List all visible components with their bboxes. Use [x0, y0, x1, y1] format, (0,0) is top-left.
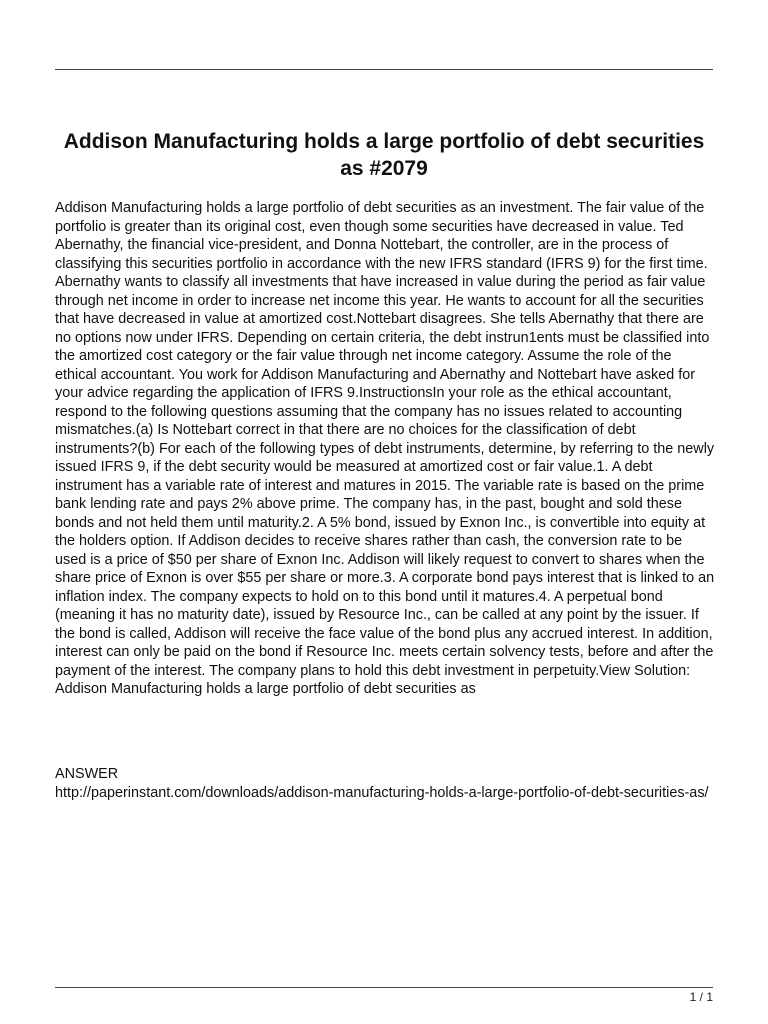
document-title: Addison Manufacturing holds a large portfolio of debt securities as #2079: [63, 130, 705, 180]
body-paragraph: Addison Manufacturing holds a large portfolio of debt securities as an investment. The fair value of the portfolio is greater than its original cost, even though some securities have decreased in value. Ted Abernathy, the financial vice-president, and Donna Nottebart, the controller, are in the process of classifying this securities portfolio in accordance with the new IFRS standard (IFRS 9) for the first time. Abernathy wants to classify all investments that have increased in value during the period as fair value through net income in order to increase net income this year. He wants to account for all the securities that have decreased in value at amortized cost.Nottebart disagrees. She tells Abernathy that there are no options now under IFRS. Depending on certain criteria, the debt instrun1ents must be classified into the amortized cost category or the fair value through net income category. Assume the role of the ethical accountant. You work for Addison Manufacturing and Abernathy and Nottebart have asked for your advice regarding the application of IFRS 9.InstructionsIn your role as the ethical accountant, respond to the following questions assuming that the company has no issues related to accounting mismatches.(a) Is Nottebart correct in that there are no choices for the classification of debt instruments?(b) For each of the following types of debt instruments, determine, by referring to the newly issued IFRS 9, if the debt security would be measured at amortized cost or fair value.1. A debt instrument has a variable rate of interest and matures in 2015. The variable rate is based on the prime bank lending rate and pays 2% above prime. The company has, in the past, bought and sold these bonds and not held them until maturity.2. A 5% bond, issued by Exnon Inc., is convertible into equity at the holders option. If Addison decides to receive shares rather than cash, the conversion rate to be used is a price of $50 per share of Exnon Inc. Addison will likely request to convert to shares when the share price of Exnon is over $55 per share or more.3. A corporate bond pays interest that is linked to an inflation index. The company expects to hold on to this bond until it matures.4. A perpetual bond (meaning it has no maturity date), issued by Resource Inc., can be called at any point by the issuer. If the bond is called, Addison will receive the face value of the bond plus any accrued interest. In addition, interest can only be paid on the bond if Resource Inc. meets certain solvency tests, before and after the payment of the interest. The company plans to hold this debt investment in perpetuity.View Solution:: [55, 200, 715, 679]
answer-link[interactable]: http://paperinstant.com/downloads/addison-manufacturing-holds-a-large-portfolio-of-debt-securities-as/: [55, 784, 709, 801]
repeat-title-line: Addison Manufacturing holds a large portfolio of debt securities as: [55, 681, 476, 697]
document-body: [55, 199, 716, 699]
top-divider: [55, 69, 713, 70]
answer-link-line: [55, 784, 716, 803]
answer-block: [55, 765, 716, 802]
answer-label: ANSWER: [55, 766, 119, 782]
page-indicator: 1 / 1: [689, 990, 713, 1004]
bottom-divider: [55, 987, 713, 988]
